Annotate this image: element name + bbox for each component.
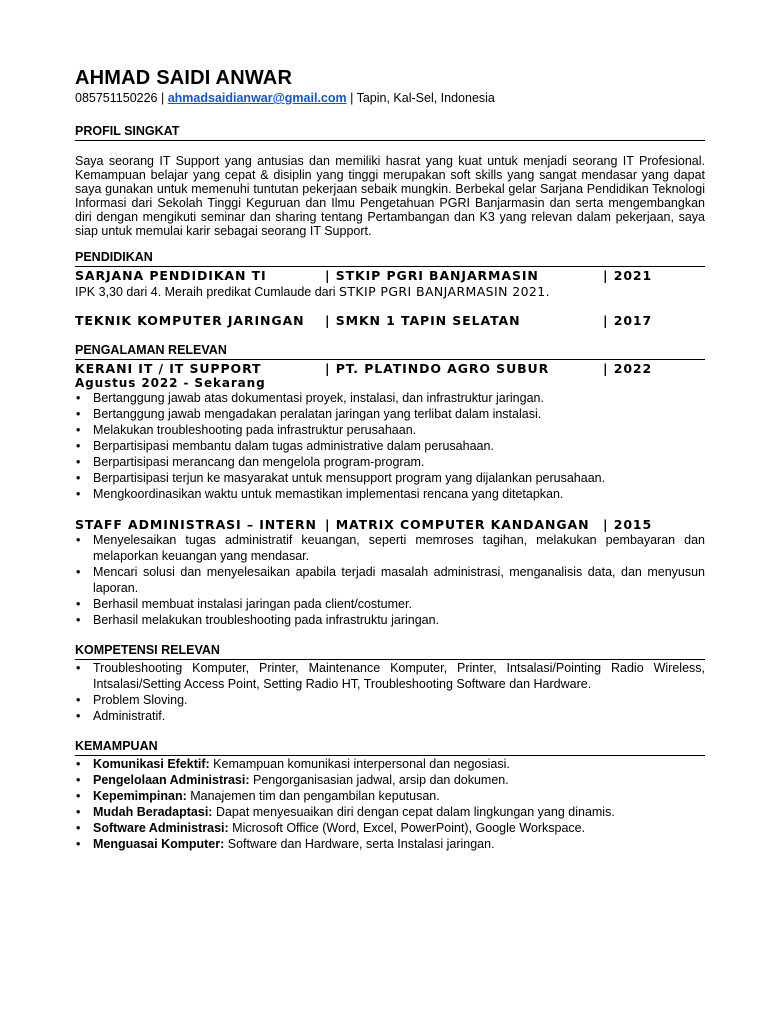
education-year: | 2021 bbox=[603, 267, 653, 283]
education-note-text: IPK 3,30 dari 4. Meraih predikat Cumlaude dari bbox=[75, 284, 340, 299]
education-note-school: STKIP PGRI BANJARMASIN 2021. bbox=[339, 283, 551, 299]
education-entry-2 bbox=[75, 313, 705, 328]
job-2-duties bbox=[75, 532, 705, 628]
skill-text: Dapat menyesuaikan diri dengan cepat dalam lingkungan yang dinamis. bbox=[212, 805, 615, 819]
list-item bbox=[75, 820, 705, 836]
location: Tapin, Kal-Sel, Indonesia bbox=[356, 91, 495, 105]
list-item: • Administratif. bbox=[75, 708, 705, 724]
list-item: • Mengkoordinasikan waktu untuk memastikan implementasi rencana yang ditetapkan. bbox=[75, 486, 705, 502]
skill-label: Komunikasi Efektif: bbox=[93, 757, 210, 771]
job-title: KERANI IT / IT SUPPORT bbox=[75, 361, 262, 376]
education-school: | STKIP PGRI BANJARMASIN bbox=[325, 267, 539, 283]
candidate-name: AHMAD SAIDI ANWAR bbox=[75, 67, 293, 89]
section-heading-kemampuan: KEMAMPUAN bbox=[75, 739, 705, 756]
list-item bbox=[75, 756, 705, 772]
list-item bbox=[75, 772, 705, 788]
section-heading-kompetensi: KOMPETENSI RELEVAN bbox=[75, 643, 705, 660]
list-item bbox=[75, 788, 705, 804]
list-item: • Mencari solusi dan menyelesaikan apabila terjadi masalah administrasi, menganalisis data, dan menyusun laporan. bbox=[75, 564, 705, 596]
education-degree: TEKNIK KOMPUTER JARINGAN bbox=[75, 313, 305, 328]
list-item: • Berpartisipasi membantu dalam tugas administrative dalam perusahaan. bbox=[75, 438, 705, 454]
education-year: | 2017 bbox=[603, 313, 653, 328]
list-item: • Berhasil membuat instalasi jaringan pada client/costumer. bbox=[75, 596, 705, 612]
job-year: | 2015 bbox=[603, 517, 653, 532]
job-period: Agustus 2022 - Sekarang bbox=[75, 376, 266, 390]
list-item: • Berpartisipasi merancang dan mengelola program-program. bbox=[75, 454, 705, 470]
list-item: • Berpartisipasi terjun ke masyarakat untuk mensupport program yang dijalankan perusahaan. bbox=[75, 470, 705, 486]
section-heading-pengalaman: PENGALAMAN RELEVAN bbox=[75, 343, 705, 360]
skill-label: Mudah Beradaptasi: bbox=[93, 805, 213, 819]
profile-summary: Saya seorang IT Support yang antusias dan memiliki hasrat yang kuat untuk menjadi seorang IT Profesional. Kemampuan belajar yang cepat & disiplin yang tinggi merupakan soft skills yang sangat mendasar yang dapat saya gunakan untuk memenuhi tuntutan pekerjaan sebaik mungkin. Berbekal gelar Sarjana Pendidikan Teknologi Informasi dari Sekolah Tinggi Keguruan dan Ilmu Pengetahuan PGRI Banjarmasin dan serta mengembangkan diri dengan mengikuti seminar dan sharing tentang Pertambangan dan K3 yang relevan dalam pekerjaan, saya siap untuk memulai karir sebagai seorang IT Support. bbox=[75, 153, 705, 238]
education-school: | SMKN 1 TAPIN SELATAN bbox=[325, 313, 521, 328]
phone-number: 085751150226 bbox=[75, 91, 158, 105]
resume-page bbox=[75, 66, 705, 852]
list-item: • Bertanggung jawab mengadakan peralatan jaringan yang terlibat dalam instalasi. bbox=[75, 406, 705, 422]
list-item: • Bertanggung jawab atas dokumentasi proyek, instalasi, dan infrastruktur jaringan. bbox=[75, 390, 705, 406]
skill-text: Manajemen tim dan pengambilan keputusan. bbox=[186, 789, 440, 803]
section-heading-pendidikan: PENDIDIKAN bbox=[75, 250, 705, 267]
list-item: • Melakukan troubleshooting pada infrastruktur perusahaan. bbox=[75, 422, 705, 438]
skill-label: Pengelolaan Administrasi: bbox=[93, 773, 250, 787]
education-note bbox=[75, 284, 705, 301]
job-entry-1 bbox=[75, 361, 705, 376]
competency-list bbox=[75, 660, 705, 724]
skill-label: Software Administrasi: bbox=[93, 821, 229, 835]
list-item: • Troubleshooting Komputer, Printer, Maintenance Komputer, Printer, Intsalasi/Pointing Radio Wireless, Intsalasi/Setting Access Point, Setting Radio HT, Troubleshooting Software dan Hardware. bbox=[75, 660, 705, 692]
job-year: | 2022 bbox=[603, 361, 653, 376]
job-entry-2 bbox=[75, 517, 705, 532]
education-entry-1 bbox=[75, 268, 705, 283]
skill-text: Kemampuan komunikasi interpersonal dan negosiasi. bbox=[209, 757, 510, 771]
skill-text: Software dan Hardware, serta Instalasi jaringan. bbox=[224, 837, 495, 851]
list-item: • Menyelesaikan tugas administratif keuangan, seperti memroses tagihan, melakukan pembayaran dan melaporkan keuangan yang mendasar. bbox=[75, 532, 705, 564]
contact-line: 085751150226 | ahmadsaidianwar@gmail.com | Tapin, Kal-Sel, Indonesia bbox=[75, 91, 495, 105]
job-company: | PT. PLATINDO AGRO SUBUR bbox=[325, 361, 550, 376]
skill-label: Kepemimpinan: bbox=[93, 789, 187, 803]
email-link[interactable]: ahmadsaidianwar@gmail.com bbox=[167, 91, 347, 105]
skill-label: Menguasai Komputer: bbox=[93, 837, 225, 851]
job-company: | MATRIX COMPUTER KANDANGAN bbox=[325, 517, 590, 532]
list-item bbox=[75, 804, 705, 820]
skill-text: Microsoft Office (Word, Excel, PowerPoint), Google Workspace. bbox=[228, 821, 586, 835]
skill-text: Pengorganisasian jadwal, arsip dan dokumen. bbox=[249, 773, 509, 787]
section-heading-profil: PROFIL SINGKAT bbox=[75, 124, 705, 141]
list-item bbox=[75, 836, 705, 852]
job-title: STAFF ADMINISTRASI – INTERN bbox=[75, 517, 317, 532]
list-item: • Berhasil melakukan troubleshooting pada infrastruktu jaringan. bbox=[75, 612, 705, 628]
education-degree: SARJANA PENDIDIKAN TI bbox=[75, 267, 267, 283]
job-1-duties bbox=[75, 390, 705, 502]
skills-list bbox=[75, 756, 705, 852]
list-item: • Problem Sloving. bbox=[75, 692, 705, 708]
